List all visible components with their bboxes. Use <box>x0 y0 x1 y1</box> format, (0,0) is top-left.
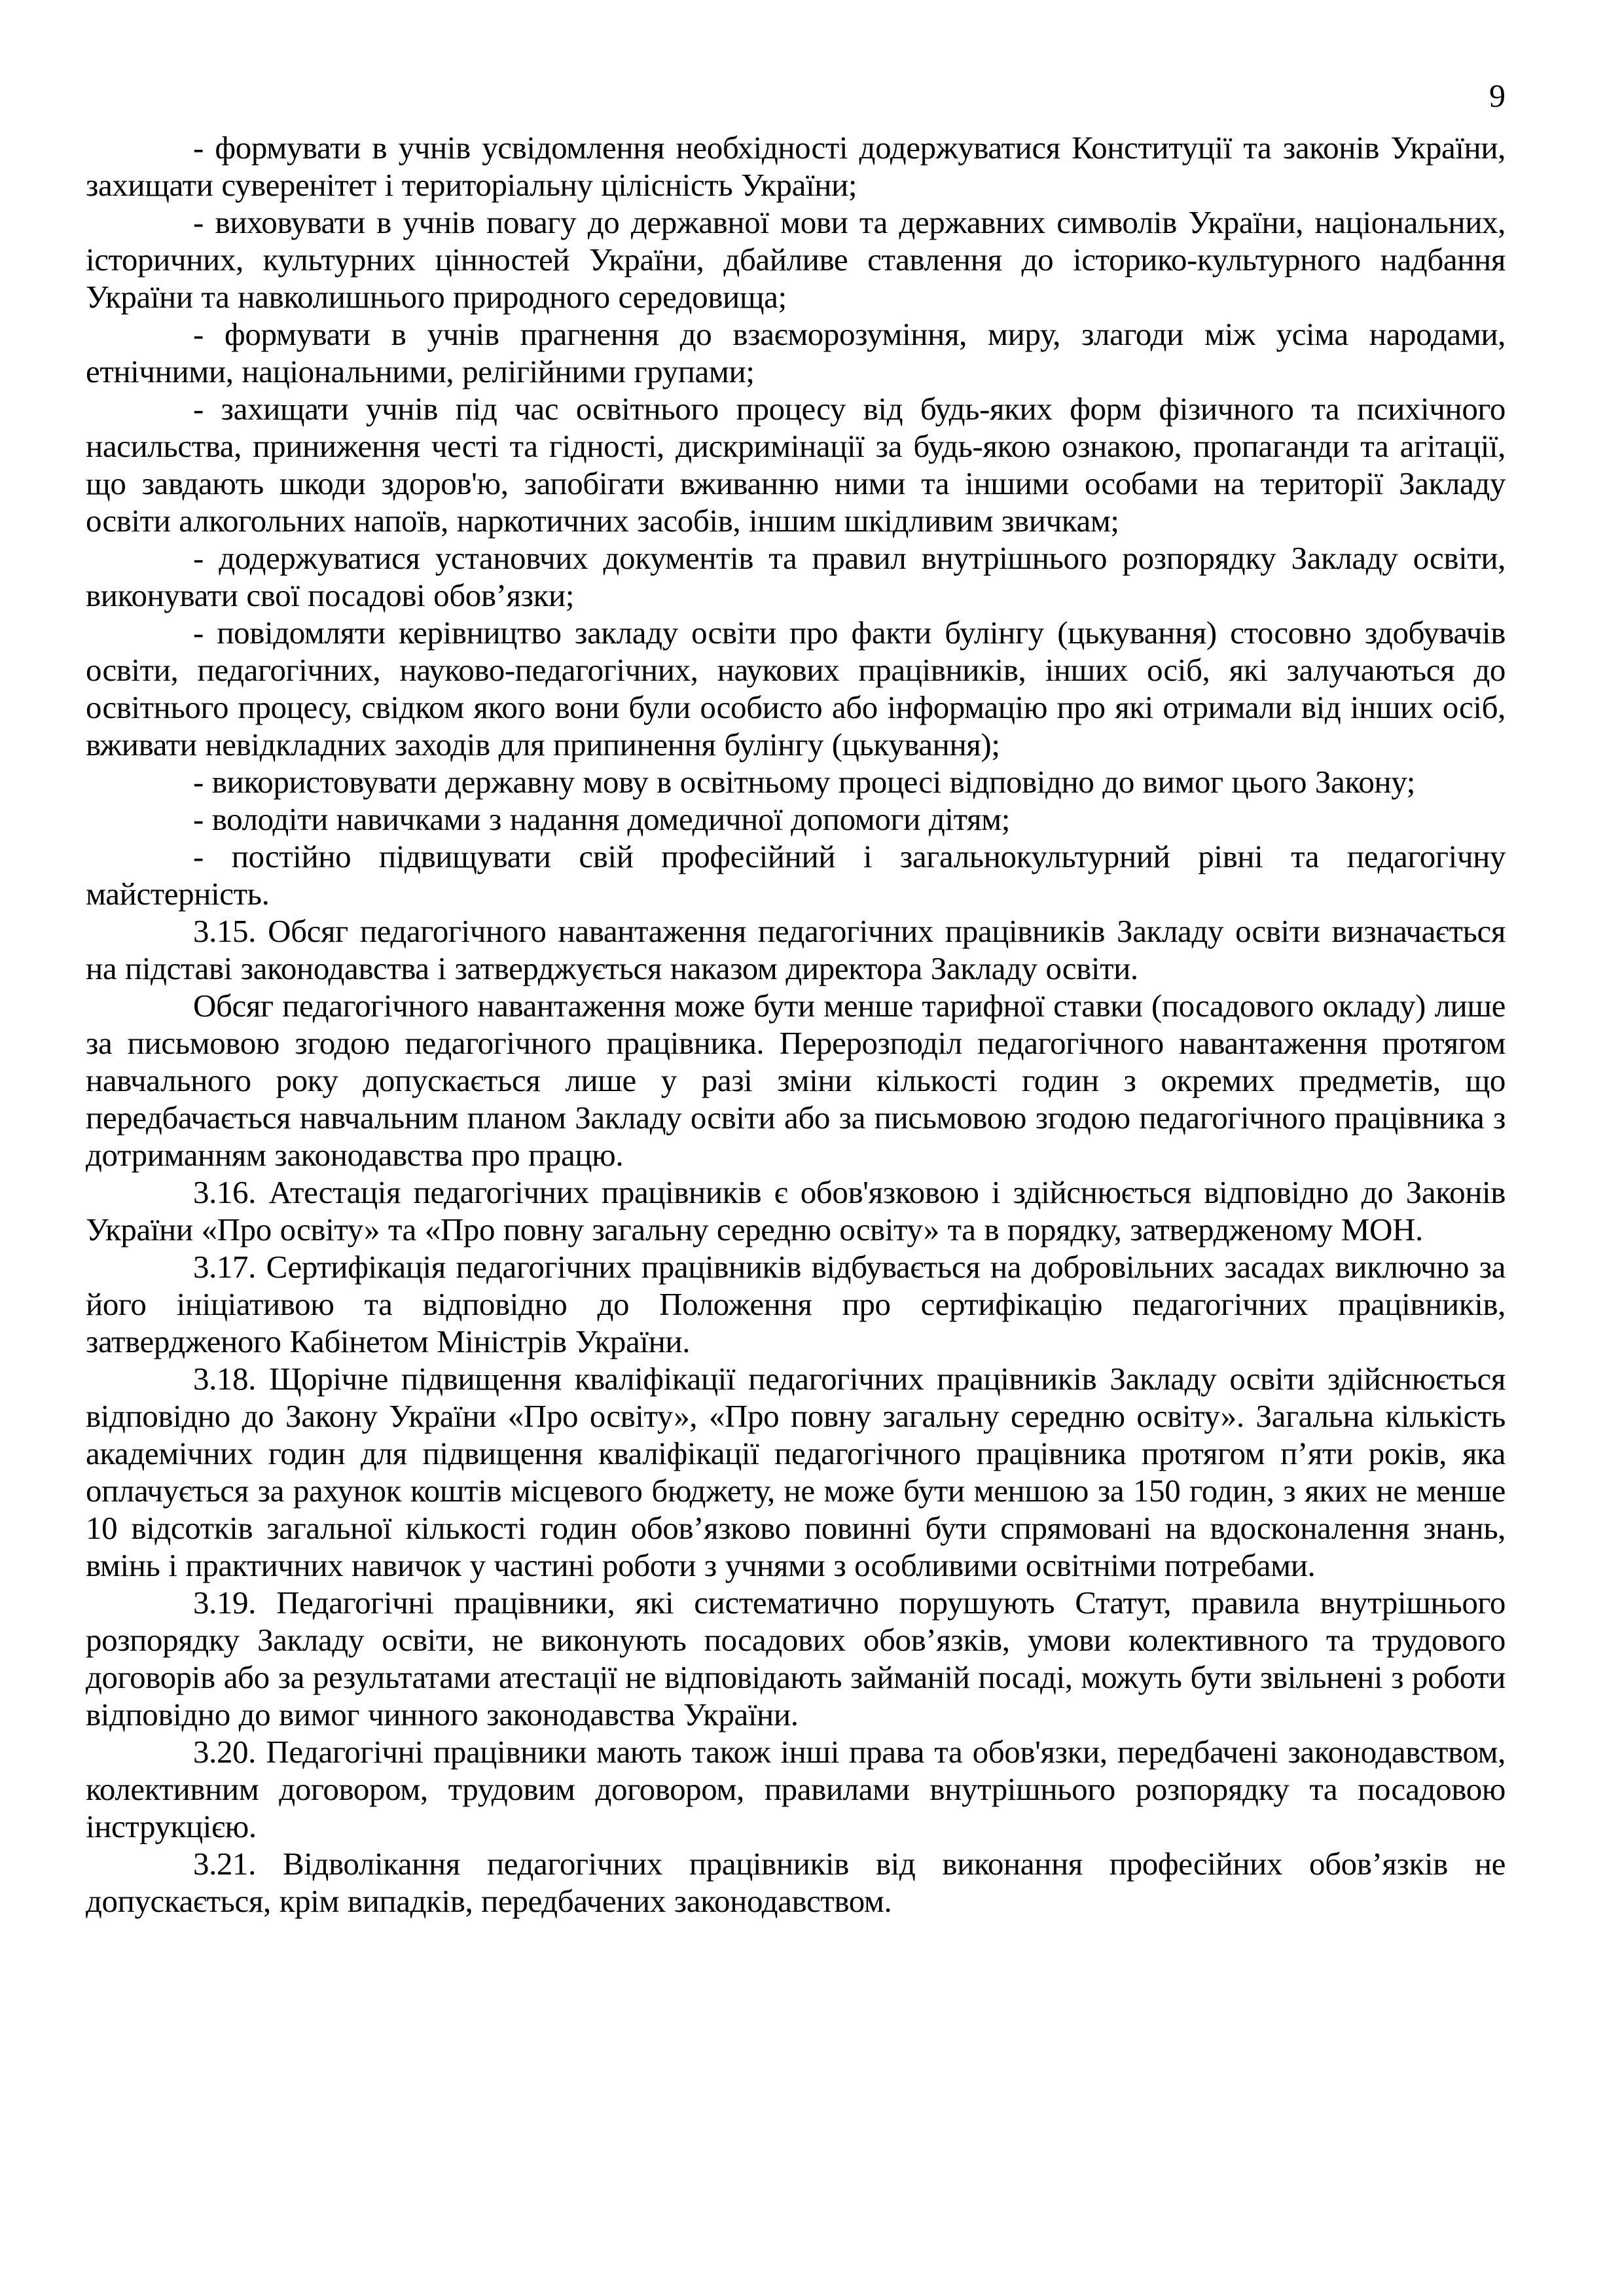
paragraph-3-16-attestation: 3.16. Атестація педагогічних працівників є обов'язковою і здійснюється відповідно до Законів України «Про освіту» та «Про повну загальну середню освіту» та в порядку, затвердженому МОН. <box>86 1174 1506 1247</box>
paragraph-duty-language-symbols: - виховувати в учнів повагу до державної мови та державних символів України, національних, історичних, культурних цінностей України, дбайливе ставлення до історико-культурного надбання України та навколишнього природного середовища; <box>86 204 1506 315</box>
page-number: 9 <box>1489 77 1506 114</box>
paragraph-duty-protect-students: - захищати учнів під час освітнього процесу від будь-яких форм фізичного та психічного насильства, приниження честі та гідності, дискримінації за будь-якою ознакою, пропаганди та агітації, що завдають шкоди здоров'ю, запобігати вживанню ними та іншими особами на території Закладу освіти алкогольних напоїв, наркотичних засобів, іншим шкідливим звичкам; <box>86 391 1506 539</box>
paragraph-3-19-violations: 3.19. Педагогічні працівники, які систематично порушують Статут, правила внутрішнього розпорядку Закладу освіти, не виконують посадових обов’язків, умови колективного та трудового договорів або за результатами атестації не відповідають займаній посаді, можуть бути звільнені з роботи відповідно до вимог чинного законодавства України. <box>86 1585 1506 1732</box>
paragraph-3-17-certification: 3.17. Сертифікація педагогічних працівників відбувається на добровільних засадах виключно за його ініціативою та відповідно до Положення про сертифікацію педагогічних працівників, затвердженого Кабінетом Міністрів України. <box>86 1249 1506 1359</box>
paragraph-duty-report-bullying: - повідомляти керівництво закладу освіти про факти булінгу (цькування) стосовно здобувачів освіти, педагогічних, науково-педагогічних, наукових працівників, інших осіб, які залучаються до освітнього процесу, свідком якого вони були особисто або інформацію про які отримали від інших осіб, вживати невідкладних заходів для припинення булінгу (цькування); <box>86 615 1506 762</box>
paragraph-3-21-distraction: 3.21. Відволікання педагогічних працівників від виконання професійних обов’язків не допускається, крім випадків, передбачених законодавством. <box>86 1846 1506 1919</box>
paragraph-duty-internal-rules: - додержуватися установчих документів та правил внутрішнього розпорядку Закладу освіти, виконувати свої посадові обов’язки; <box>86 540 1506 613</box>
paragraph-3-15-workload-details: Обсяг педагогічного навантаження може бути менше тарифної ставки (посадового окладу) лише за письмовою згодою педагогічного працівника. Перерозподіл педагогічного навантаження протягом навчального року допускається лише у разі зміни кількості годин з окремих предметів, що передбачається навчальним планом Закладу освіти або за письмовою згодою педагогічного працівника з дотриманням законодавства про працю. <box>86 988 1506 1173</box>
paragraph-duty-first-aid: - володіти навичками з надання домедичної допомоги дітям; <box>193 801 1010 837</box>
paragraph-3-20-other-rights: 3.20. Педагогічні працівники мають також інші права та обов'язки, передбачені законодавством, колективним договором, трудовим договором, правилами внутрішнього розпорядку та посадовою інструкцією. <box>86 1734 1506 1844</box>
document-content <box>86 129 1506 1920</box>
paragraph-duty-mutual-understanding: - формувати в учнів прагнення до взаєморозуміння, миру, злагоди між усіма народами, етнічними, національними, релігійними групами; <box>86 316 1506 389</box>
paragraph-duty-state-language: - використовувати державну мову в освітньому процесі відповідно до вимог цього Закону; <box>193 764 1415 800</box>
paragraph-duty-constitution: - формувати в учнів усвідомлення необхідності додержуватися Конституції та законів України, захищати суверенітет і територіальну цілісність України; <box>86 130 1506 203</box>
paragraph-3-15-workload: 3.15. Обсяг педагогічного навантаження педагогічних працівників Закладу освіти визначається на підставі законодавства і затверджується наказом директора Закладу освіти. <box>86 913 1506 986</box>
paragraph-3-18-qualification: 3.18. Щорічне підвищення кваліфікації педагогічних працівників Закладу освіти здійснюється відповідно до Закону України «Про освіту», «Про повну загальну середню освіту». Загальна кількість академічних годин для підвищення кваліфікації педагогічного працівника протягом п’яти років, яка оплачується за рахунок коштів місцевого бюджету, не може бути меншою за 150 годин, з яких не менше 10 відсотків загальної кількості годин обов’язково повинні бути спрямовані на вдосконалення знань, вмінь і практичних навичок у частині роботи з учнями з особливими освітніми потребами. <box>86 1361 1506 1583</box>
paragraph-duty-professional-growth: - постійно підвищувати свій професійний і загальнокультурний рівні та педагогічну майстерність. <box>86 838 1506 912</box>
